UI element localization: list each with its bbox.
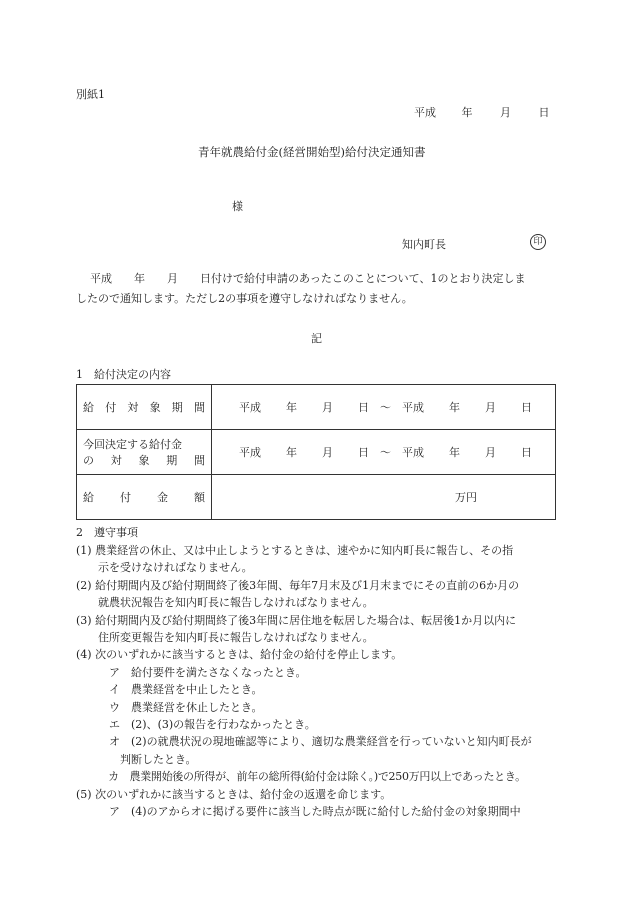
list-item: カ 農業開始後の所得が、前年の総所得(給付金は除く。)で250万円以上であったとき。: [76, 770, 526, 784]
list-item: (2) 給付期間内及び給付期間終了後3年間、毎年7月末及び1月末までにその直前の6か月の: [76, 578, 520, 592]
list-item: (1) 農業経営の休止、又は中止しようとするときは、速やかに知内町長に報告し、その指: [76, 544, 514, 557]
addressee-suffix: 様: [232, 200, 243, 213]
label-current-period: 今回決定する給付金 の 対 象 期 間: [77, 430, 212, 475]
payment-amount-value: 万円: [212, 475, 556, 520]
compliance-list: [76, 542, 566, 821]
seal-icon: 印: [530, 234, 546, 250]
list-item: (4) 次のいずれかに該当するときは、給付金の給付を停止します。: [76, 648, 403, 662]
body-intro-line2: したので通知します。ただし2の事項を遵守しなければなりません。: [76, 292, 413, 305]
list-item: 就農状況報告を知内町長に報告しなければなりません。: [76, 596, 374, 610]
label-payment-amount: 給 付 金 額: [77, 475, 212, 520]
section1-heading: 1 給付決定の内容: [76, 368, 171, 381]
date-era: 平成: [414, 106, 436, 119]
list-item: エ (2)、(3)の報告を行わなかったとき。: [76, 718, 316, 732]
payment-period-value: 平成 年 月 日 〜 平成 年 月 日: [212, 385, 556, 430]
list-item: オ (2)の就農状況の現地確認等により、適切な農業経営を行っていないと知内町長が: [76, 735, 532, 749]
ki-heading: 記: [311, 332, 322, 345]
list-item: ア 給付要件を満たさなくなったとき。: [76, 665, 307, 679]
issuer-name: 知内町長: [402, 238, 446, 251]
date-day: 日: [538, 106, 550, 119]
body-intro-line1: 平成 年 月 日付けで給付申請のあったこのことについて、1のとおり決定しま: [90, 272, 526, 285]
document-title: 青年就農給付金(経営開始型)給付決定通知書: [198, 145, 426, 159]
date-month: 月: [500, 106, 511, 119]
table-row: [77, 430, 556, 475]
list-item: (5) 次のいずれかに該当するときは、給付金の返還を命じます。: [76, 787, 392, 801]
table-row: [77, 385, 556, 430]
list-item: 示を受けなければなりません。: [76, 561, 253, 575]
list-item: ア (4)のアからオに掲げる要件に該当した時点が既に給付した給付金の対象期間中: [76, 805, 521, 819]
section2-heading: 2 遵守事項: [76, 526, 138, 539]
header-date: [414, 104, 550, 120]
label-payment-period: 給 付 対 象 期 間: [77, 385, 212, 430]
list-item: (3) 給付期間内及び給付期間終了後3年間に居住地を転居した場合は、転居後1か月以内に: [76, 613, 517, 627]
decision-table: [76, 384, 556, 520]
attachment-label: 別紙1: [76, 88, 105, 101]
list-item: イ 農業経営を中止したとき。: [76, 683, 263, 697]
current-period-value: 平成 年 月 日 〜 平成 年 月 日: [212, 430, 556, 475]
list-item: 判断したとき。: [76, 752, 197, 766]
list-item: 住所変更報告を知内町長に報告しなければなりません。: [76, 631, 374, 645]
list-item: ウ 農業経営を休止したとき。: [76, 700, 263, 714]
date-year: 年: [461, 106, 473, 119]
table-row: [77, 475, 556, 520]
